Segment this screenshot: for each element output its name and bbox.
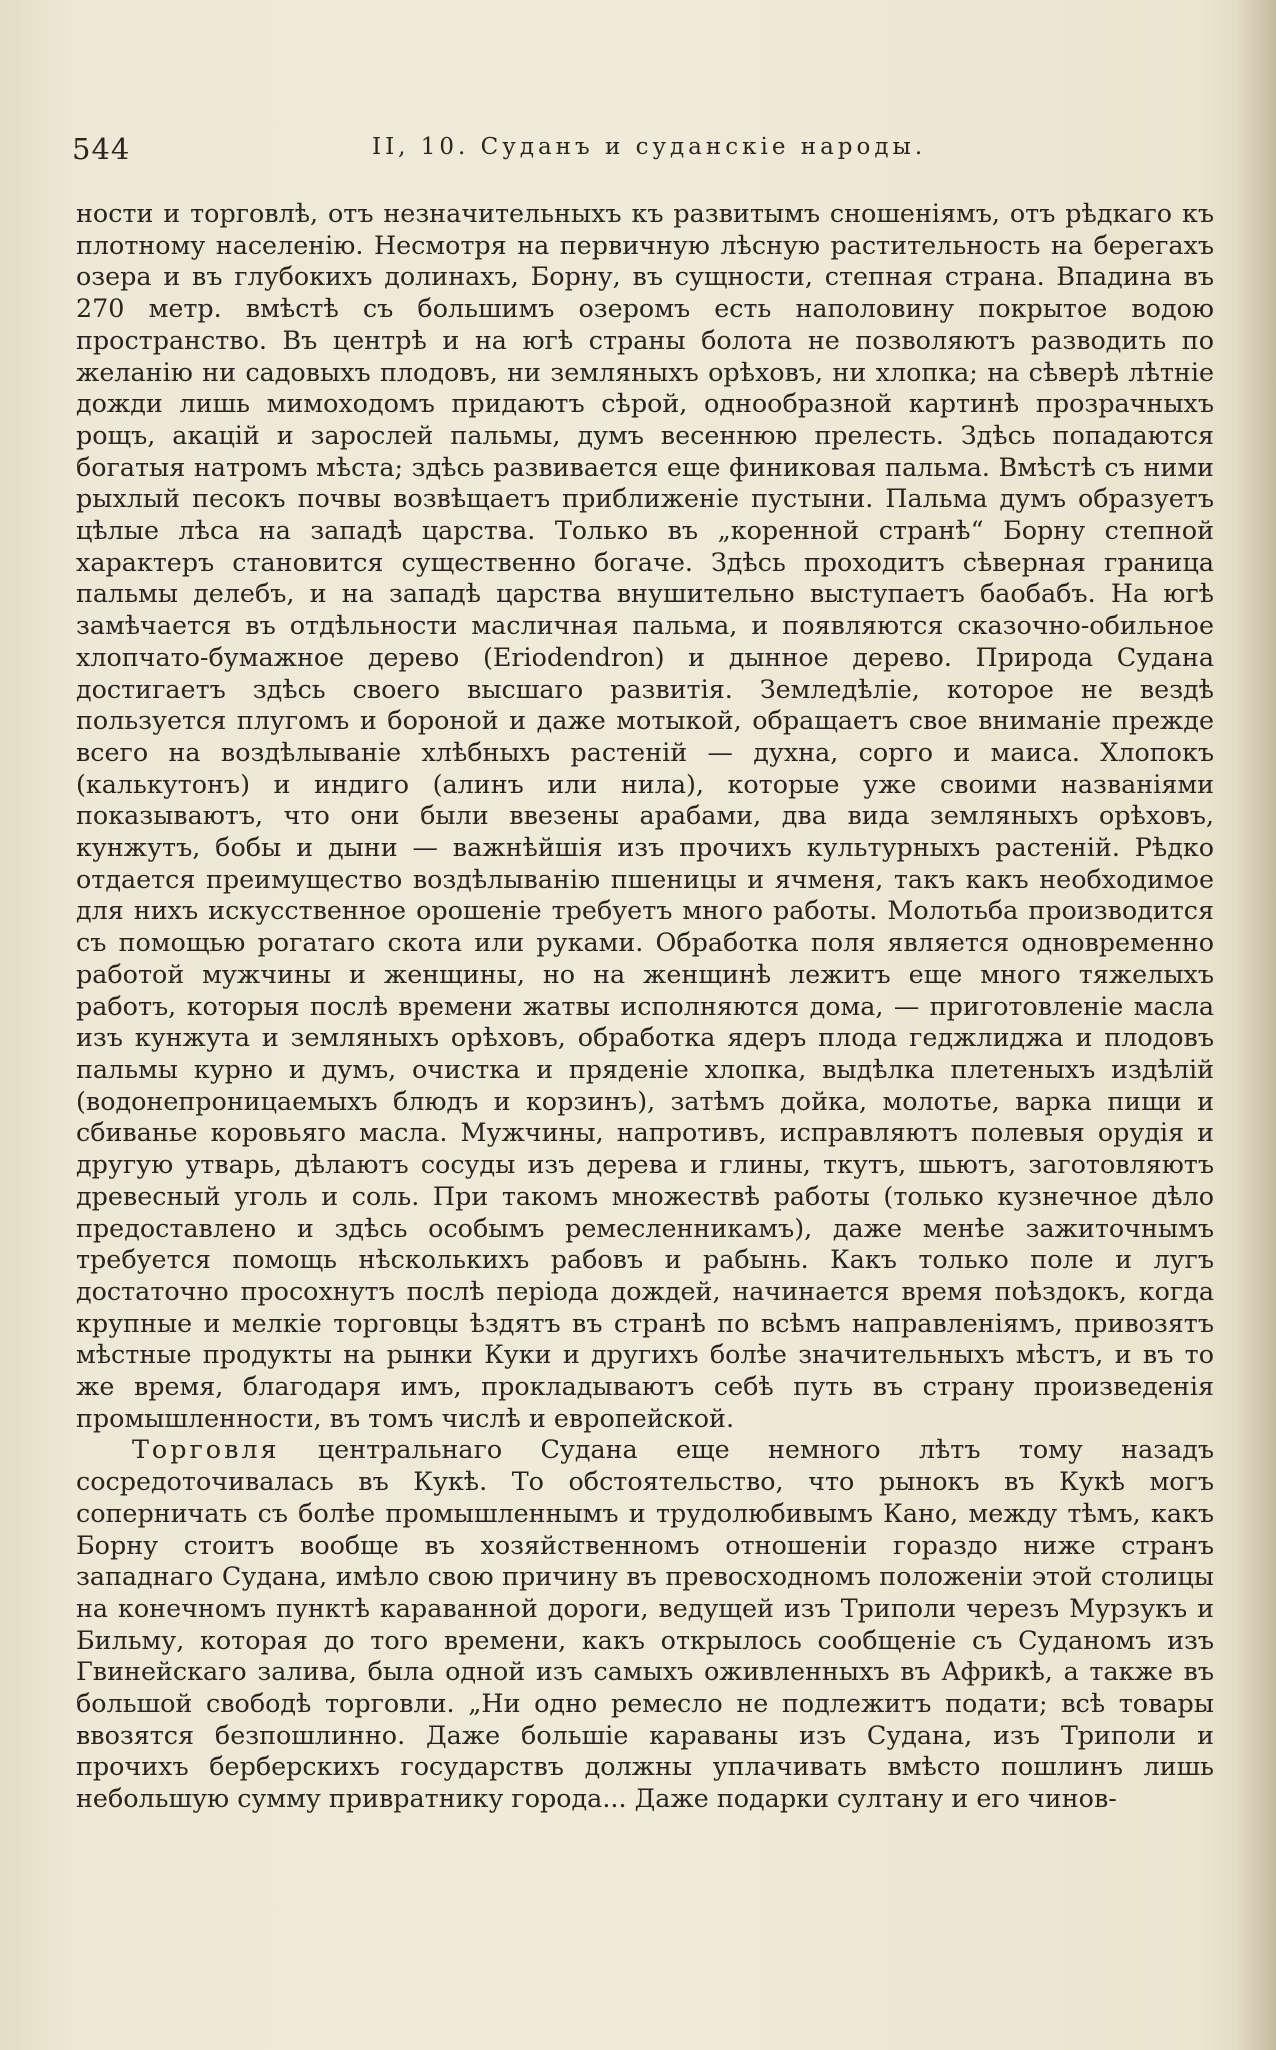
page-edge-shadow [1236,0,1276,2050]
paragraph-2-lead-word: Торговля [132,1434,280,1465]
page-header [72,128,1202,168]
paragraph-2 [76,1434,1214,1814]
page-number: 544 [72,132,131,166]
paragraph-2-text: центральнаго Судана еще немного лѣтъ тому назадъ сосредоточивалась въ Кукѣ. То обстоятельство, что рынокъ въ Кукѣ могъ соперничать съ болѣе промышленнымъ и трудолюбивымъ Кано, между тѣмъ, какъ Борну стоитъ вообще въ хозяйственномъ отношеніи гораздо ниже странъ западнаго Судана, имѣло свою причину въ превосходномъ положеніи этой столицы на конечномъ пунктѣ караванной дороги, ведущей изъ Триполи черезъ Мурзукъ и Бильму, которая до того времени, какъ открылось сообщеніе съ Суданомъ изъ Гвинейскаго залива, была одной изъ самыхъ оживленныхъ въ Африкѣ, а также въ большой свободѣ торговли. „Ни одно ремесло не подлежитъ подати; всѣ товары ввозятся безпошлинно. Даже большіе караваны изъ Судана, изъ Триполи и прочихъ берберскихъ государствъ должны уплачивать вмѣсто пошлинъ лишь небольшую сумму привратнику города... Даже подарки султану и его чинов- [76,1434,1214,1814]
paragraph-1: ности и торговлѣ, отъ незначительныхъ къ развитымъ сношеніямъ, отъ рѣдкаго къ плотному населенію. Несмотря на первичную лѣсную растительность на берегахъ озера и въ глубокихъ долинахъ, Борну, въ сущности, степная страна. Впадина въ 270 метр. вмѣстѣ съ большимъ озеромъ есть наполовину покрытое водою пространство. Въ центрѣ и на югѣ страны болота не позволяютъ разводить по желанію ни садовыхъ плодовъ, ни земляныхъ орѣховъ, ни хлопка; на сѣверѣ лѣтніе дожди лишь мимоходомъ придаютъ сѣрой, однообразной картинѣ прозрачныхъ рощъ, акацій и зарослей пальмы, думъ весеннюю прелесть. Здѣсь попадаются богатыя натромъ мѣста; здѣсь развивается еще финиковая пальма. Вмѣстѣ съ ними рыхлый песокъ почвы возвѣщаетъ приближеніе пустыни. Пальма думъ образуетъ цѣлые лѣса на западѣ царства. Только въ „коренной странѣ“ Борну степной характеръ становится существенно богаче. Здѣсь проходитъ сѣверная граница пальмы делебъ, и на западѣ царства внушительно выступаетъ баобабъ. На югѣ замѣчается въ отдѣльности масличная пальма, и появляются сказочно-обильное хлопчато-бумажное дерево (Eriodendron) и дынное дерево. Природа Судана достигаетъ здѣсь своего высшаго развитія. Земледѣліе, которое не вездѣ пользуется плугомъ и бороной и даже мотыкой, обращаетъ свое вниманіе прежде всего на воздѣлываніе хлѣбныхъ растеній — духна, сорго и маиса. Хлопокъ (калькутонъ) и индиго (алинъ или нила), которые уже своими названіями показываютъ, что они были ввезены арабами, два вида земляныхъ орѣховъ, кунжутъ, бобы и дыни — важнѣйшія изъ прочихъ культурныхъ растеній. Рѣдко отдается преимущество воздѣлыванію пшеницы и ячменя, такъ какъ необходимое для нихъ искусственное орошеніе требуетъ много работы. Молотьба производится съ помощью рогатаго скота или руками. Обработка поля является одновременно работой мужчины и женщины, но на женщинѣ лежитъ еще много тяжелыхъ работъ, которыя послѣ времени жатвы исполняются дома, — приготовленіе масла изъ кунжута и земляныхъ орѣховъ, обработка ядеръ плода геджлиджа и плодовъ пальмы курно и думъ, очистка и пряденіе хлопка, выдѣлка плетеныхъ издѣлій (водонепроницаемыхъ блюдъ и корзинъ), затѣмъ дойка, молотье, варка пищи и сбиванье коровьяго масла. Мужчины, напротивъ, исправляютъ полевыя орудія и другую утварь, дѣлаютъ сосуды изъ дерева и глины, ткутъ, шьютъ, заготовляютъ древесный уголь и соль. При такомъ множествѣ работы (только кузнечное дѣло предоставлено и здѣсь особымъ ремесленникамъ), даже менѣе зажиточнымъ требуется помощь нѣсколькихъ рабовъ и рабынь. Какъ только поле и лугъ достаточно просохнутъ послѣ періода дождей, начинается время поѣздокъ, когда крупные и мелкіе торговцы ѣздятъ въ странѣ по всѣмъ направленіямъ, привозятъ мѣстные продукты на рынки Куки и другихъ болѣе значительныхъ мѣстъ, и въ то же время, благодаря имъ, прокладываютъ себѣ путь въ страну произведенія промышленности, въ томъ числѣ и европейской. [76,198,1214,1433]
body-text [76,198,1214,1978]
running-head: II, 10. Суданъ и суданскіе народы. [372,134,927,160]
